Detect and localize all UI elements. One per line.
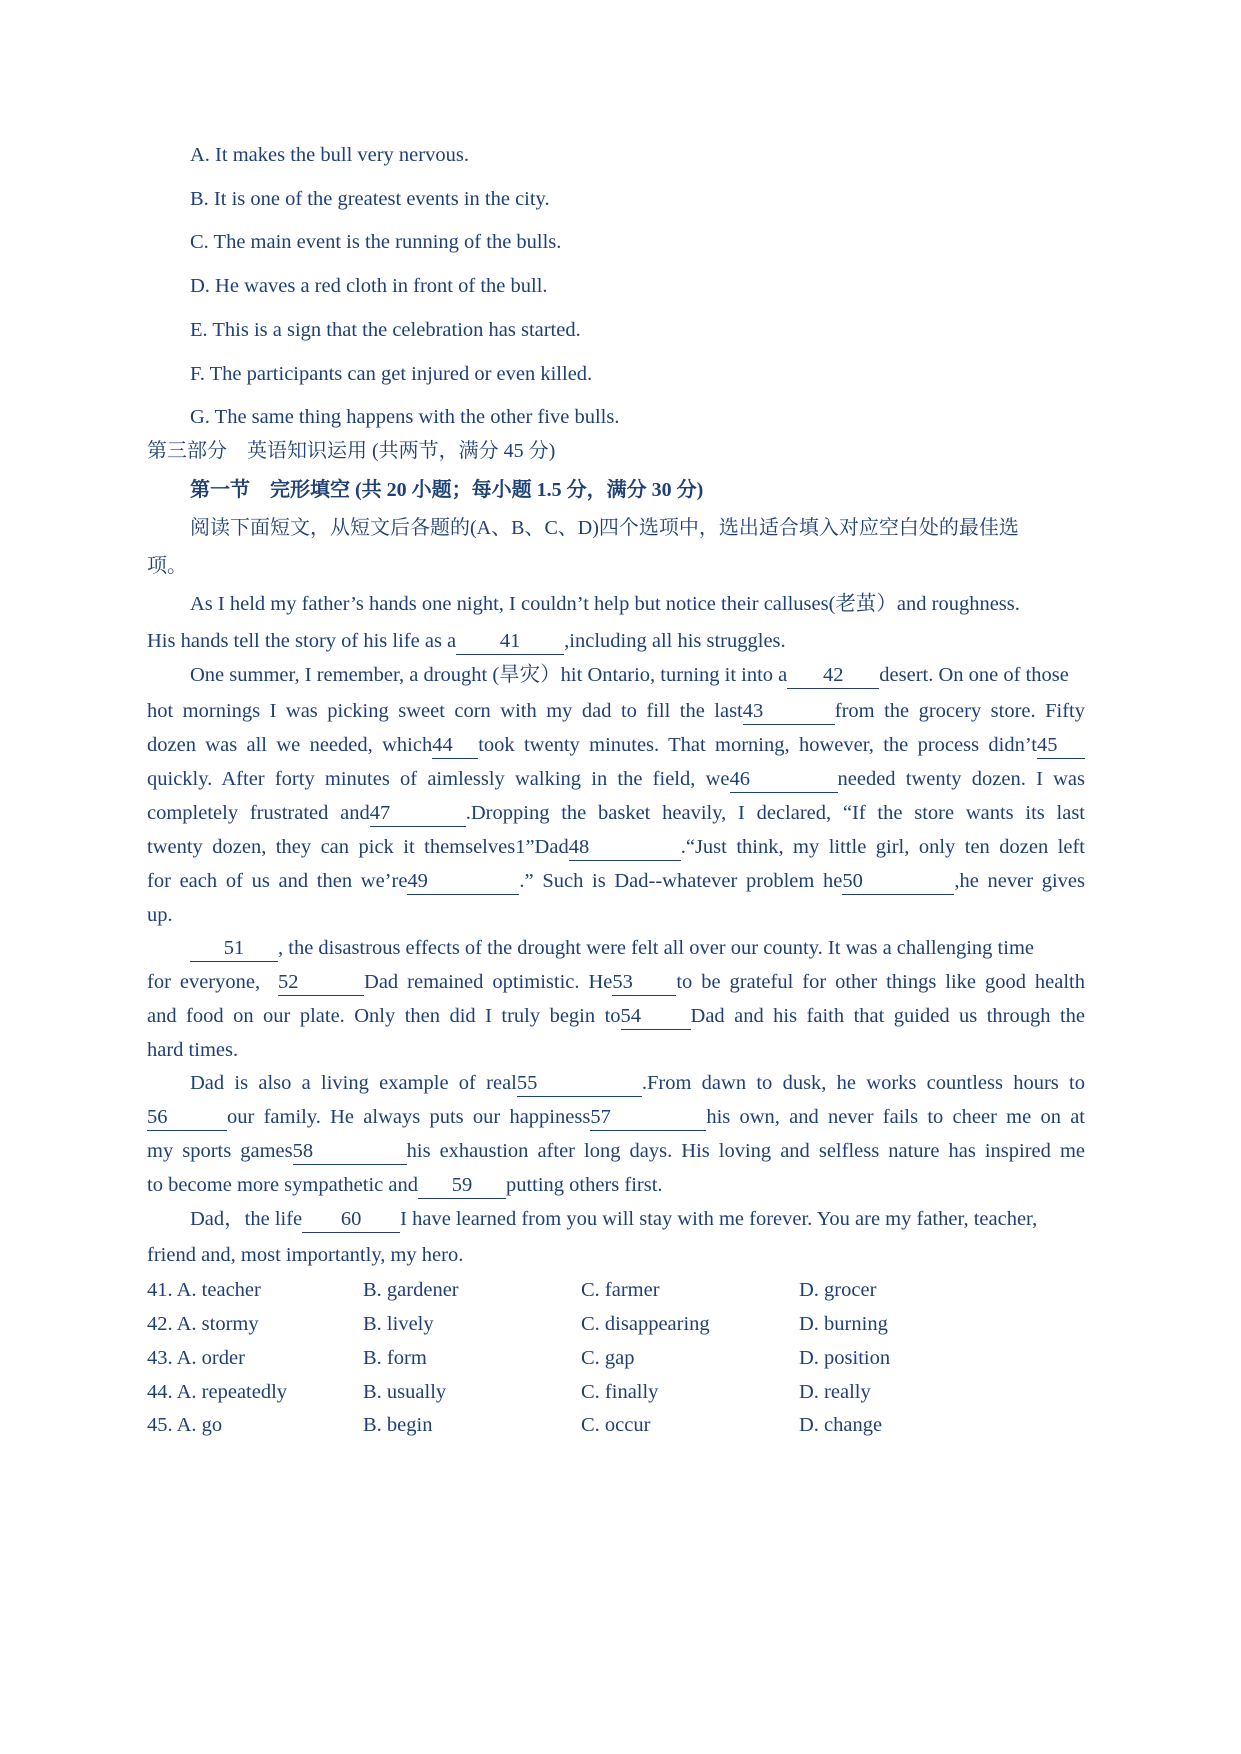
choice-a: 43. A. order <box>147 1347 245 1369</box>
option-c: C. The main event is the running of the bulls. <box>190 231 562 253</box>
passage-line: friend and, most importantly, my hero. <box>147 1244 464 1266</box>
choice-a: 45. A. go <box>147 1414 223 1436</box>
option-e: E. This is a sign that the celebration has started. <box>190 319 581 341</box>
choice-c: C. farmer <box>581 1279 660 1301</box>
choice-b: B. begin <box>363 1414 433 1436</box>
blank-59: 59 <box>418 1175 506 1199</box>
choice-d: D. burning <box>799 1313 888 1335</box>
passage-line: His hands tell the story of his life as a 41 ,including all his struggles. <box>147 631 786 655</box>
passage-line: hard times. <box>147 1039 239 1061</box>
choice-c: C. disappearing <box>581 1313 710 1335</box>
passage-line: hot mornings I was picking sweet corn with my dad to fill the last43 from the grocery store. Fifty <box>147 701 1085 725</box>
choice-a: 44. A. repeatedly <box>147 1381 288 1403</box>
passage-line: twenty dozen, they can pick it themselves1”Dad48 .“Just think, my little girl, only ten dozen left <box>147 837 1085 861</box>
blank-51: 51 <box>190 938 278 962</box>
passage-line: dozen was all we needed, which44 took twenty minutes. That morning, however, the process didn’t45 <box>147 735 1085 759</box>
passage-line: for everyone, 52 Dad remained optimistic. He53 to be grateful for other things like good health <box>147 972 1085 996</box>
option-f: F. The participants can get injured or even killed. <box>190 363 593 385</box>
passage-line: 51 , the disastrous effects of the drought were felt all over our county. It was a challenging time <box>190 938 1034 962</box>
blank-43: 43 <box>743 701 835 725</box>
blank-42: 42 <box>787 665 879 689</box>
part3-heading: 第三部分 英语知识运用 (共两节，满分 45 分) <box>147 440 556 462</box>
choice-d: D. change <box>799 1414 883 1436</box>
passage-line: One summer, I remember, a drought (旱灾）hit Ontario, turning it into a 42 desert. On one of those <box>190 665 1069 689</box>
choice-a: 42. A. stormy <box>147 1313 259 1335</box>
passage-line: to become more sympathetic and 59 putting others first. <box>147 1175 663 1199</box>
blank-47: 47 <box>370 803 466 827</box>
choice-c: C. occur <box>581 1414 651 1436</box>
passage-line: Dad is also a living example of real55 .From dawn to dusk, he works countless hours to <box>190 1073 1085 1097</box>
passage-line: As I held my father’s hands one night, I couldn’t help but notice their calluses(老茧）and roughness. <box>190 593 1020 615</box>
choice-a: 41. A. teacher <box>147 1279 261 1301</box>
choice-c: C. finally <box>581 1381 659 1403</box>
choice-d: D. grocer <box>799 1279 877 1301</box>
blank-58: 58 <box>293 1141 407 1165</box>
blank-56: 56 <box>147 1107 227 1131</box>
section1-heading: 第一节 完形填空 (共 20 小题；每小题 1.5 分，满分 30 分) <box>190 479 704 501</box>
choice-b: B. gardener <box>363 1279 459 1301</box>
choice-b: B. form <box>363 1347 427 1369</box>
passage-line: quickly. After forty minutes of aimlessly walking in the field, we46 needed twenty dozen. I was <box>147 769 1085 793</box>
blank-60: 60 <box>302 1209 400 1233</box>
passage-line: Dad，the life 60 I have learned from you will stay with me forever. You are my father, teacher, <box>190 1209 1037 1233</box>
blank-44: 44 <box>432 735 478 759</box>
passage-line: my sports games58 his exhaustion after long days. His loving and selfless nature has inspired me <box>147 1141 1085 1165</box>
blank-49: 49 <box>407 871 519 895</box>
choice-d: D. really <box>799 1381 871 1403</box>
blank-41: 41 <box>456 631 564 655</box>
passage-line: completely frustrated and47 .Dropping the basket heavily, I declared, “If the store wants its last <box>147 803 1085 827</box>
choice-c: C. gap <box>581 1347 635 1369</box>
blank-45: 45 <box>1037 735 1085 759</box>
passage-line: up. <box>147 904 173 926</box>
option-a: A. It makes the bull very nervous. <box>190 144 469 166</box>
blank-53: 53 <box>612 972 676 996</box>
blank-57: 57 <box>590 1107 706 1131</box>
passage-line: for each of us and then we’re49 .” Such is Dad--whatever problem he50 ,he never gives <box>147 871 1085 895</box>
option-g: G. The same thing happens with the other five bulls. <box>190 406 620 428</box>
blank-46: 46 <box>730 769 838 793</box>
choice-b: B. usually <box>363 1381 447 1403</box>
instructions-line2: 项。 <box>147 555 187 577</box>
passage-line: 56 our family. He always puts our happiness57 his own, and never fails to cheer me on at <box>147 1107 1085 1131</box>
blank-55: 55 <box>517 1073 642 1097</box>
instructions-line1: 阅读下面短文，从短文后各题的(A、B、C、D)四个选项中，选出适合填入对应空白处的最佳选 <box>190 517 1019 539</box>
choice-d: D. position <box>799 1347 891 1369</box>
blank-52: 52 <box>278 972 364 996</box>
blank-48: 48 <box>569 837 681 861</box>
blank-50: 50 <box>842 871 954 895</box>
passage-line: and food on our plate. Only then did I truly begin to54 Dad and his faith that guided us through the <box>147 1006 1085 1030</box>
choice-b: B. lively <box>363 1313 434 1335</box>
option-d: D. He waves a red cloth in front of the bull. <box>190 275 548 297</box>
blank-54: 54 <box>621 1006 691 1030</box>
option-b: B. It is one of the greatest events in the city. <box>190 188 550 210</box>
